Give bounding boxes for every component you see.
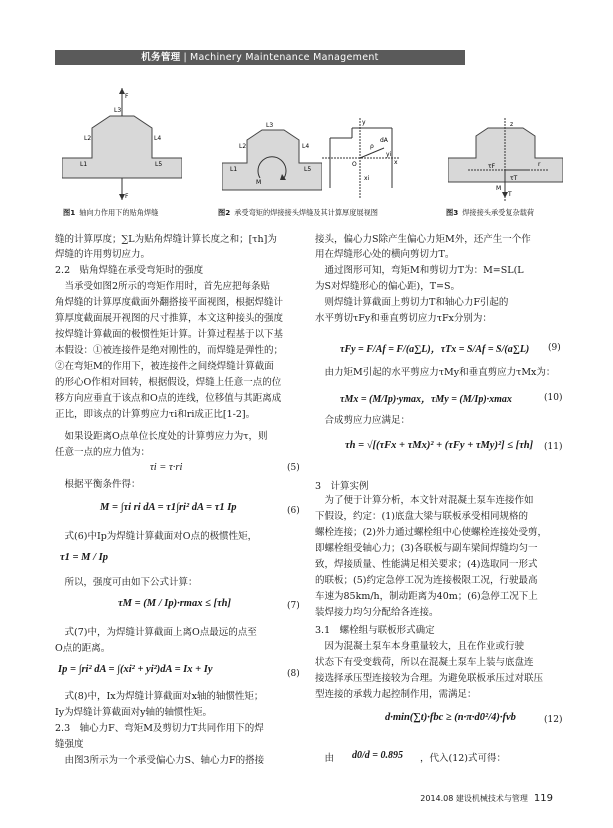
right-line: 接头，偏心力S除产生偏心力矩M外，还产生一个作 — [315, 234, 531, 245]
right-line: 通过图形可知，弯矩M和剪切力T为：M=SL(L — [315, 265, 524, 276]
left-line: 本假设：①被连接件是绝对刚性的，而焊缝是弹性的； — [55, 345, 284, 356]
left-line: 焊缝的许用剪切应力。 — [55, 249, 151, 260]
right-line: ，代入(12)式可得： — [420, 753, 507, 764]
fig3-label-tauF: τT — [510, 175, 518, 182]
right-line: 由 — [315, 753, 335, 764]
equation-7-number: (7) — [287, 601, 300, 611]
fig3-label-z: z — [510, 121, 514, 128]
right-line: 为S对焊缝形心的偏心距)，T=S。 — [315, 281, 461, 292]
right-line: 由力矩M引起的水平剪应力τMy和垂直剪应力τMx为： — [315, 367, 556, 378]
right-line: 合成剪应力应满足： — [315, 415, 411, 426]
equation-9: τFy = F/Af = F/(a∑L)，τTx = S/Af = S/(a∑L) — [340, 344, 530, 355]
right-line: 装焊接力均匀分配给各连接。 — [315, 607, 439, 618]
fig1-label-F-bottom: F — [125, 193, 129, 200]
left-section-2-2: 2.2 贴角焊缝在承受弯矩时的强度 — [55, 265, 204, 276]
right-line: 致，焊接质量、性能满足相关要求；(4)选取同一形式 — [315, 559, 538, 570]
equation-6: M = ∫τi ri dA = τ1∫ri² dA = τ1 Ip — [100, 502, 237, 513]
fig3-caption-label: 图3 — [446, 208, 459, 217]
right-line: 用在焊缝形心处的横向剪切力T。 — [315, 249, 455, 260]
equation-6b: τ1 = M / Ip — [60, 552, 108, 563]
equation-7: τM = (M / Ip)·rmax ≤ [τh] — [118, 598, 231, 609]
fig1-label-L2: L2 — [84, 135, 92, 142]
section-3-heading: 3 计算实例 — [315, 481, 369, 492]
equation-13: d0/d = 0.895 — [352, 750, 403, 761]
fig1-label-L1: L1 — [80, 161, 88, 168]
journal-header: 机务管理 | Machinery Maintenance Management — [55, 50, 465, 65]
fig3-label-y: y — [362, 119, 366, 126]
equation-9-number: (9) — [548, 343, 561, 353]
left-line: 式(8)中，Ix为焊缝计算截面对x轴的轴惯性矩； — [55, 691, 264, 702]
left-line: 式(6)中Ip为焊缝计算截面对O点的极惯性矩， — [55, 531, 258, 542]
right-line: 型连接的承载力起控制作用，需满足： — [315, 689, 477, 700]
fig2-caption — [218, 208, 378, 218]
fig3-label-yi: yi — [386, 151, 392, 158]
equation-5: τi = τ·ri — [150, 462, 183, 473]
right-line: 因为混凝土泵车本身重量较大，且在作业或行驶 — [315, 641, 525, 652]
fig3-label-rho: ρ — [370, 143, 374, 150]
right-line: 水平剪切τFy和垂直剪切应力τFx分别为： — [315, 313, 492, 324]
left-line: 当承受如图2所示的弯矩作用时，首先应把每条贴 — [55, 281, 271, 292]
footer-issue: 2014.08 建设机械技术与管理 — [420, 794, 528, 803]
fig3-label-r: r — [538, 161, 541, 168]
fig1-caption-text: 轴向力作用下的贴角焊缝 — [79, 208, 159, 217]
figure-2 — [222, 118, 322, 203]
left-line: 任意一点的应力值为： — [55, 447, 151, 458]
right-line: 下假设，约定：(1)底盘大梁与联板承受相同规格的 — [315, 511, 528, 522]
fig2-label-M: M — [256, 179, 262, 186]
figure-3 — [448, 118, 563, 203]
fig2-label-L3: L3 — [266, 122, 274, 129]
figure-2-section-diagram — [322, 118, 402, 203]
right-line: 状态下有受变载荷，所以在混凝土泵车上装与底盘连 — [315, 657, 534, 668]
fig3-caption — [446, 208, 534, 218]
fig1-label-F-top: F — [125, 93, 129, 100]
header-cn: 机务管理 — [141, 52, 181, 63]
equation-10: τMx = (M/Ip)·ymax，τMy = (M/Ip)·xmax — [340, 394, 512, 405]
right-line: 车速为85km/h，制动距离为40m；(6)急停工况下上 — [315, 591, 538, 602]
right-line: 的联板；(5)约定急停工况为连接极限工况，行驶最高 — [315, 575, 538, 586]
left-line: 所以，强度可由如下公式计算： — [55, 577, 198, 588]
figure-1 — [62, 88, 182, 203]
right-line: 接选择承压型连接较为合理。为避免联板承压过对联压 — [315, 673, 544, 684]
fig2-label-L2: L2 — [239, 143, 247, 150]
header-en: Machinery Maintenance Management — [190, 52, 379, 63]
left-line: 缝的计算厚度；∑L为贴角焊缝计算长度之和；[τh]为 — [55, 234, 277, 245]
left-line: Iy为焊缝计算截面对y轴的轴惯性矩。 — [55, 707, 212, 718]
fig3-label-x: x — [394, 159, 398, 166]
fig3-label-F: T — [508, 191, 512, 198]
right-line: 为了便于计算分析，本文针对混凝土泵车连接作如 — [315, 495, 534, 506]
left-line: 正比，即该点的计算剪应力τi和ri成正比[1-2]。 — [55, 409, 256, 420]
fig3-label-dA: dA — [380, 137, 388, 144]
left-line: 如果设距离O点单位长度处的计算剪应力为τ，则 — [55, 431, 268, 442]
fig1-caption-label: 图1 — [63, 208, 76, 217]
left-line: 角焊缝的计算厚度截面外翻搭接平面视图，根据焊缝计 — [55, 297, 284, 308]
fig2-label-L4: L4 — [302, 143, 310, 150]
left-line: 根据平衡条件得： — [55, 479, 141, 490]
equation-10-number: (10) — [544, 393, 563, 403]
fig1-caption — [63, 208, 158, 218]
equation-6-number: (6) — [287, 506, 300, 516]
equation-8: Ip = ∫ri² dA = ∫(xi² + yi²)dA = Ix + Iy — [58, 664, 213, 675]
right-line: 即螺栓组受轴心力；(3)各联板与副车梁间焊缝均匀一 — [315, 543, 538, 554]
left-line: 按焊缝计算截面的极惯性矩计算。计算过程基于以下基 — [55, 329, 284, 340]
equation-12-number: (12) — [544, 715, 563, 725]
fig1-label-L3: L3 — [114, 107, 122, 114]
fig3-caption-text: 焊接接头承受复杂载荷 — [462, 208, 535, 217]
fig1-label-L4: L4 — [154, 135, 162, 142]
fig2-caption-text: 承受弯矩的焊接接头焊缝及其计算厚度展视图 — [234, 208, 378, 217]
equation-5-number: (5) — [287, 463, 300, 473]
fig3-label-O: O — [352, 161, 357, 168]
equation-8-number: (8) — [287, 669, 300, 679]
left-line: 式(7)中，为焊缝计算截面上离O点最远的点至 — [55, 627, 257, 638]
left-line: 算厚度截面展开视图的尺寸推算，本文这种接头的强度 — [55, 313, 284, 324]
equation-11: τh = √[(τFx + τMx)² + (τFy + τMy)²] ≤ [τh] — [345, 440, 534, 451]
page-number: 119 — [533, 793, 553, 804]
left-line: ②在弯矩M的作用下，被连接件之间绕焊缝计算截面 — [55, 361, 274, 372]
page-footer — [420, 793, 553, 804]
left-line: 移方向应垂直于该点和O点的连线，位移值与其距离成 — [55, 393, 282, 404]
fig2-label-L5: L5 — [304, 166, 312, 173]
left-line: 缝强度 — [55, 739, 84, 750]
equation-11-number: (11) — [544, 442, 563, 452]
fig1-label-L5: L5 — [155, 161, 163, 168]
fig2-caption-label: 图2 — [218, 208, 231, 217]
right-line: 螺栓连接；(2)外力通过螺栓组中心使螺栓连接处受剪， — [315, 527, 547, 538]
left-line: 的形心O作相对回转，根据假设，焊缝上任意一点的位 — [55, 377, 282, 388]
equation-12: d·min(∑t)·fbc ≥ (n·π·d0²/4)·fvb — [385, 712, 516, 723]
left-line: 由图3所示为一个承受偏心力S、轴心力F的搭接 — [55, 755, 265, 766]
fig3-label-M: τF — [488, 163, 496, 170]
fig3-label-xi: xi — [364, 175, 370, 182]
left-section-2-3: 2.3 轴心力F、弯矩M及剪切力T共同作用下的焊 — [55, 723, 264, 734]
fig2-label-L1: L1 — [230, 166, 238, 173]
left-line: O点的距离。 — [55, 643, 111, 654]
right-line: 则焊缝计算截面上剪切力T和轴心力F引起的 — [315, 297, 509, 308]
fig3-label-T: M — [496, 185, 502, 192]
section-3-1-heading: 3.1 螺栓组与联板形式确定 — [315, 625, 435, 636]
